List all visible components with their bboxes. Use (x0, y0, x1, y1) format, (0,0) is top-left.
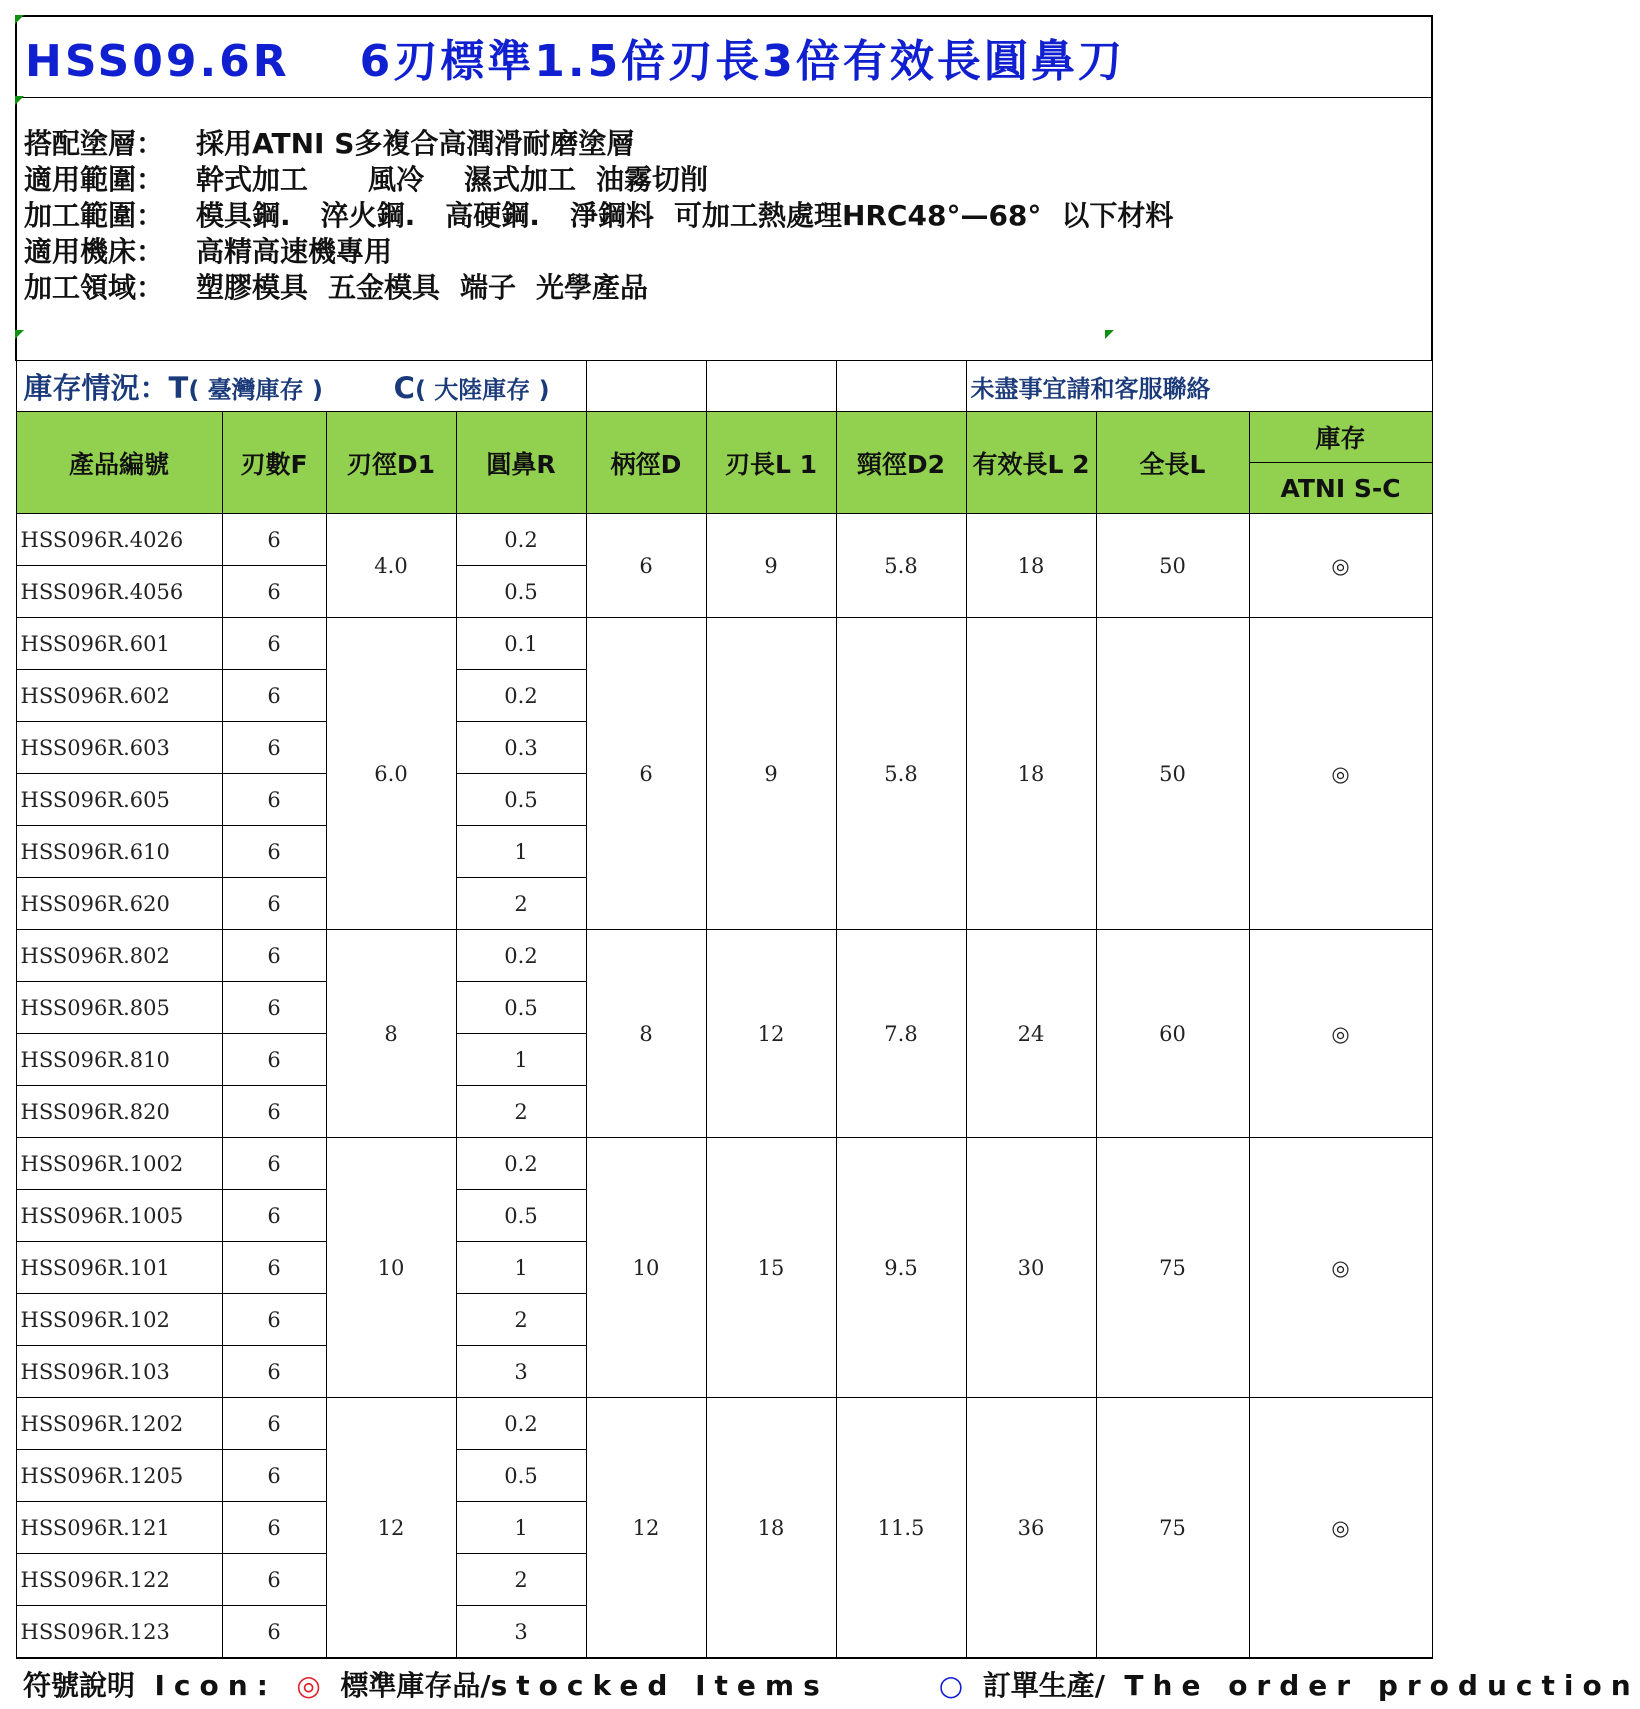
cell-r: 0.2 (456, 1138, 586, 1190)
cell-flutes: 6 (222, 1450, 326, 1502)
info-value: 以下材料 (1061, 199, 1174, 232)
info-value: 風冷 (368, 163, 425, 196)
info-value: 高硬鋼. (445, 199, 540, 232)
info-value: 模具鋼. (196, 199, 291, 232)
stocked-icon: ◎ (1249, 618, 1432, 930)
cell-product-no: HSS096R.810 (16, 1034, 222, 1086)
cell-l1: 12 (706, 930, 836, 1138)
cell-corner-marker (15, 15, 24, 24)
cell-l1: 18 (706, 1398, 836, 1659)
stocked-icon: ◎ (1249, 930, 1432, 1138)
cell-product-no: HSS096R.101 (16, 1242, 222, 1294)
cell-d: 12 (586, 1398, 706, 1659)
cell-d1: 6.0 (326, 618, 456, 930)
spec-table (15, 15, 1640, 1709)
table-row (16, 1398, 1432, 1450)
info-line (24, 270, 1431, 306)
info-line (24, 126, 1431, 162)
cell-product-no: HSS096R.602 (16, 670, 222, 722)
legend-stocked-icon: ◎ (296, 1669, 321, 1702)
legend-stocked-text: 標準庫存品/ (340, 1669, 491, 1702)
cell-corner-marker (15, 96, 24, 105)
cell-product-no: HSS096R.820 (16, 1086, 222, 1138)
info-value: 高精高速機專用 (196, 235, 393, 268)
cell-r: 1 (456, 1034, 586, 1086)
cell-d2: 5.8 (836, 618, 966, 930)
cell-flutes: 6 (222, 1606, 326, 1659)
cell-product-no: HSS096R.605 (16, 774, 222, 826)
cell-r: 1 (456, 1242, 586, 1294)
stocked-icon: ◎ (1249, 514, 1432, 618)
cell-r: 3 (456, 1606, 586, 1659)
cell-l2: 18 (966, 514, 1096, 618)
info-value: 淬火鋼. (320, 199, 416, 232)
cell-l: 50 (1096, 514, 1249, 618)
cell-product-no: HSS096R.1202 (16, 1398, 222, 1450)
info-value: 油霧切削 (596, 163, 709, 196)
cell-r: 0.5 (456, 1190, 586, 1242)
cell-flutes: 6 (222, 1502, 326, 1554)
info-value: 幹式加工 (196, 163, 309, 196)
cell-l1: 9 (706, 618, 836, 930)
cell-l: 75 (1096, 1138, 1249, 1398)
cell-flutes: 6 (222, 1034, 326, 1086)
cell-r: 0.1 (456, 618, 586, 670)
cell-flutes: 6 (222, 1190, 326, 1242)
cell-r: 3 (456, 1346, 586, 1398)
cell-product-no: HSS096R.122 (16, 1554, 222, 1606)
info-value: 採用ATNI S多複合高潤滑耐磨塗層 (196, 127, 635, 160)
info-label: 加工領域： (24, 271, 165, 304)
cell-r: 0.2 (456, 1398, 586, 1450)
title-code: HSS09.6R (25, 36, 290, 87)
cell-flutes: 6 (222, 826, 326, 878)
stock-label: 庫存情況： (23, 370, 169, 405)
info-value: 端子 (460, 271, 517, 304)
cell-r: 2 (456, 1294, 586, 1346)
info-value: 五金模具 (328, 271, 441, 304)
cell-r: 0.2 (456, 514, 586, 566)
cell-d2: 7.8 (836, 930, 966, 1138)
info-label: 搭配塗層： (24, 127, 165, 160)
cell-d2: 11.5 (836, 1398, 966, 1659)
cell-flutes: 6 (222, 1554, 326, 1606)
cell-r: 2 (456, 1086, 586, 1138)
cell-flutes: 6 (222, 722, 326, 774)
stocked-icon: ◎ (1249, 1138, 1432, 1398)
cell-flutes: 6 (222, 670, 326, 722)
table-row (16, 1138, 1432, 1190)
header-d: 柄徑D (586, 412, 706, 514)
cell-r: 0.5 (456, 1450, 586, 1502)
cell-product-no: HSS096R.4026 (16, 514, 222, 566)
cell-r: 0.3 (456, 722, 586, 774)
cell-product-no: HSS096R.4056 (16, 566, 222, 618)
cell-d2: 5.8 (836, 514, 966, 618)
cell-product-no: HSS096R.620 (16, 878, 222, 930)
cell-l: 75 (1096, 1398, 1249, 1659)
cell-r: 2 (456, 1554, 586, 1606)
empty-cell (836, 361, 966, 412)
cell-r: 0.2 (456, 930, 586, 982)
cell-product-no: HSS096R.1205 (16, 1450, 222, 1502)
legend-stocked-en: stocked Items (490, 1669, 829, 1702)
legend (16, 1658, 1640, 1709)
cell-r: 0.2 (456, 670, 586, 722)
cell-product-no: HSS096R.123 (16, 1606, 222, 1659)
cell-flutes: 6 (222, 1242, 326, 1294)
stock-t-code: T (168, 370, 189, 405)
cell-flutes: 6 (222, 982, 326, 1034)
info-label: 適用範圍： (24, 163, 165, 196)
legend-order-text: 訂單生產/ (982, 1669, 1105, 1702)
header-l2: 有效長L 2 (966, 412, 1096, 514)
info-value: 塑膠模具 (196, 271, 309, 304)
header-l: 全長L (1096, 412, 1249, 514)
header-d1: 刃徑D1 (326, 412, 456, 514)
cell-l2: 36 (966, 1398, 1096, 1659)
cell-d1: 4.0 (326, 514, 456, 618)
header-product-no: 產品編號 (16, 412, 222, 514)
cell-l2: 30 (966, 1138, 1096, 1398)
cell-flutes: 6 (222, 566, 326, 618)
cell-flutes: 6 (222, 618, 326, 670)
cell-flutes: 6 (222, 1138, 326, 1190)
cell-d1: 8 (326, 930, 456, 1138)
title-name: 6刃標準1.5倍刃長3倍有效長圓鼻刀 (359, 36, 1125, 87)
header-stock: 庫存 (1249, 412, 1432, 463)
cell-product-no: HSS096R.603 (16, 722, 222, 774)
info-value: 光學產品 (536, 271, 649, 304)
page-title (16, 16, 1432, 98)
cell-r: 0.5 (456, 982, 586, 1034)
cell-product-no: HSS096R.805 (16, 982, 222, 1034)
info-line (24, 198, 1431, 234)
cell-r: 1 (456, 1502, 586, 1554)
cell-flutes: 6 (222, 930, 326, 982)
info-label: 適用機床： (24, 235, 165, 268)
cell-d: 6 (586, 618, 706, 930)
cell-product-no: HSS096R.1002 (16, 1138, 222, 1190)
cell-product-no: HSS096R.121 (16, 1502, 222, 1554)
legend-order-en: The order production (1124, 1669, 1640, 1702)
info-label: 加工範圍： (24, 199, 165, 232)
cell-product-no: HSS096R.1005 (16, 1190, 222, 1242)
cell-l1: 9 (706, 514, 836, 618)
cell-l: 50 (1096, 618, 1249, 930)
header-l1: 刃長L 1 (706, 412, 836, 514)
cell-product-no: HSS096R.601 (16, 618, 222, 670)
cell-l2: 18 (966, 618, 1096, 930)
stock-c-code: C (393, 370, 415, 405)
cell-d1: 12 (326, 1398, 456, 1659)
cell-flutes: 6 (222, 1346, 326, 1398)
header-stock-sub: ATNI S-C (1249, 463, 1432, 514)
cell-r: 0.5 (456, 774, 586, 826)
stocked-icon: ◎ (1249, 1398, 1432, 1659)
cell-product-no: HSS096R.802 (16, 930, 222, 982)
cell-d1: 10 (326, 1138, 456, 1398)
cell-d2: 9.5 (836, 1138, 966, 1398)
header-d2: 頸徑D2 (836, 412, 966, 514)
stock-status (16, 361, 586, 412)
stock-t-desc: ( 臺灣庫存 ) (188, 375, 323, 404)
legend-icon-word: Icon: (154, 1669, 277, 1702)
cell-l1: 15 (706, 1138, 836, 1398)
cell-corner-marker (15, 330, 24, 339)
spec-sheet (15, 15, 1640, 1709)
cell-r: 2 (456, 878, 586, 930)
info-line (24, 162, 1431, 198)
cell-product-no: HSS096R.103 (16, 1346, 222, 1398)
cell-d: 10 (586, 1138, 706, 1398)
cell-r: 1 (456, 826, 586, 878)
cell-flutes: 6 (222, 514, 326, 566)
spec-info-block (16, 98, 1432, 361)
header-flutes: 刃數F (222, 412, 326, 514)
cell-product-no: HSS096R.102 (16, 1294, 222, 1346)
cell-corner-marker (1105, 330, 1114, 339)
info-value: 濕式加工 (464, 163, 577, 196)
cell-flutes: 6 (222, 774, 326, 826)
empty-cell (706, 361, 836, 412)
info-line (24, 234, 1431, 270)
cell-product-no: HSS096R.610 (16, 826, 222, 878)
cell-r: 0.5 (456, 566, 586, 618)
table-row (16, 930, 1432, 982)
header-r: 圓鼻R (456, 412, 586, 514)
cell-l2: 24 (966, 930, 1096, 1138)
cell-flutes: 6 (222, 1086, 326, 1138)
cell-flutes: 6 (222, 1294, 326, 1346)
contact-note: 未盡事宜請和客服聯絡 (966, 361, 1432, 412)
cell-d: 6 (586, 514, 706, 618)
cell-d: 8 (586, 930, 706, 1138)
cell-l: 60 (1096, 930, 1249, 1138)
info-value: 淨鋼料 (569, 199, 654, 232)
cell-flutes: 6 (222, 1398, 326, 1450)
stock-c-desc: ( 大陸庫存 ) (414, 375, 550, 404)
cell-flutes: 6 (222, 878, 326, 930)
legend-label: 符號說明 (23, 1669, 136, 1702)
table-row (16, 618, 1432, 670)
table-row (16, 514, 1432, 566)
legend-order-icon: ○ (938, 1669, 964, 1702)
info-value: 可加工熱處理HRC48°—68° (673, 199, 1042, 232)
empty-cell (586, 361, 706, 412)
